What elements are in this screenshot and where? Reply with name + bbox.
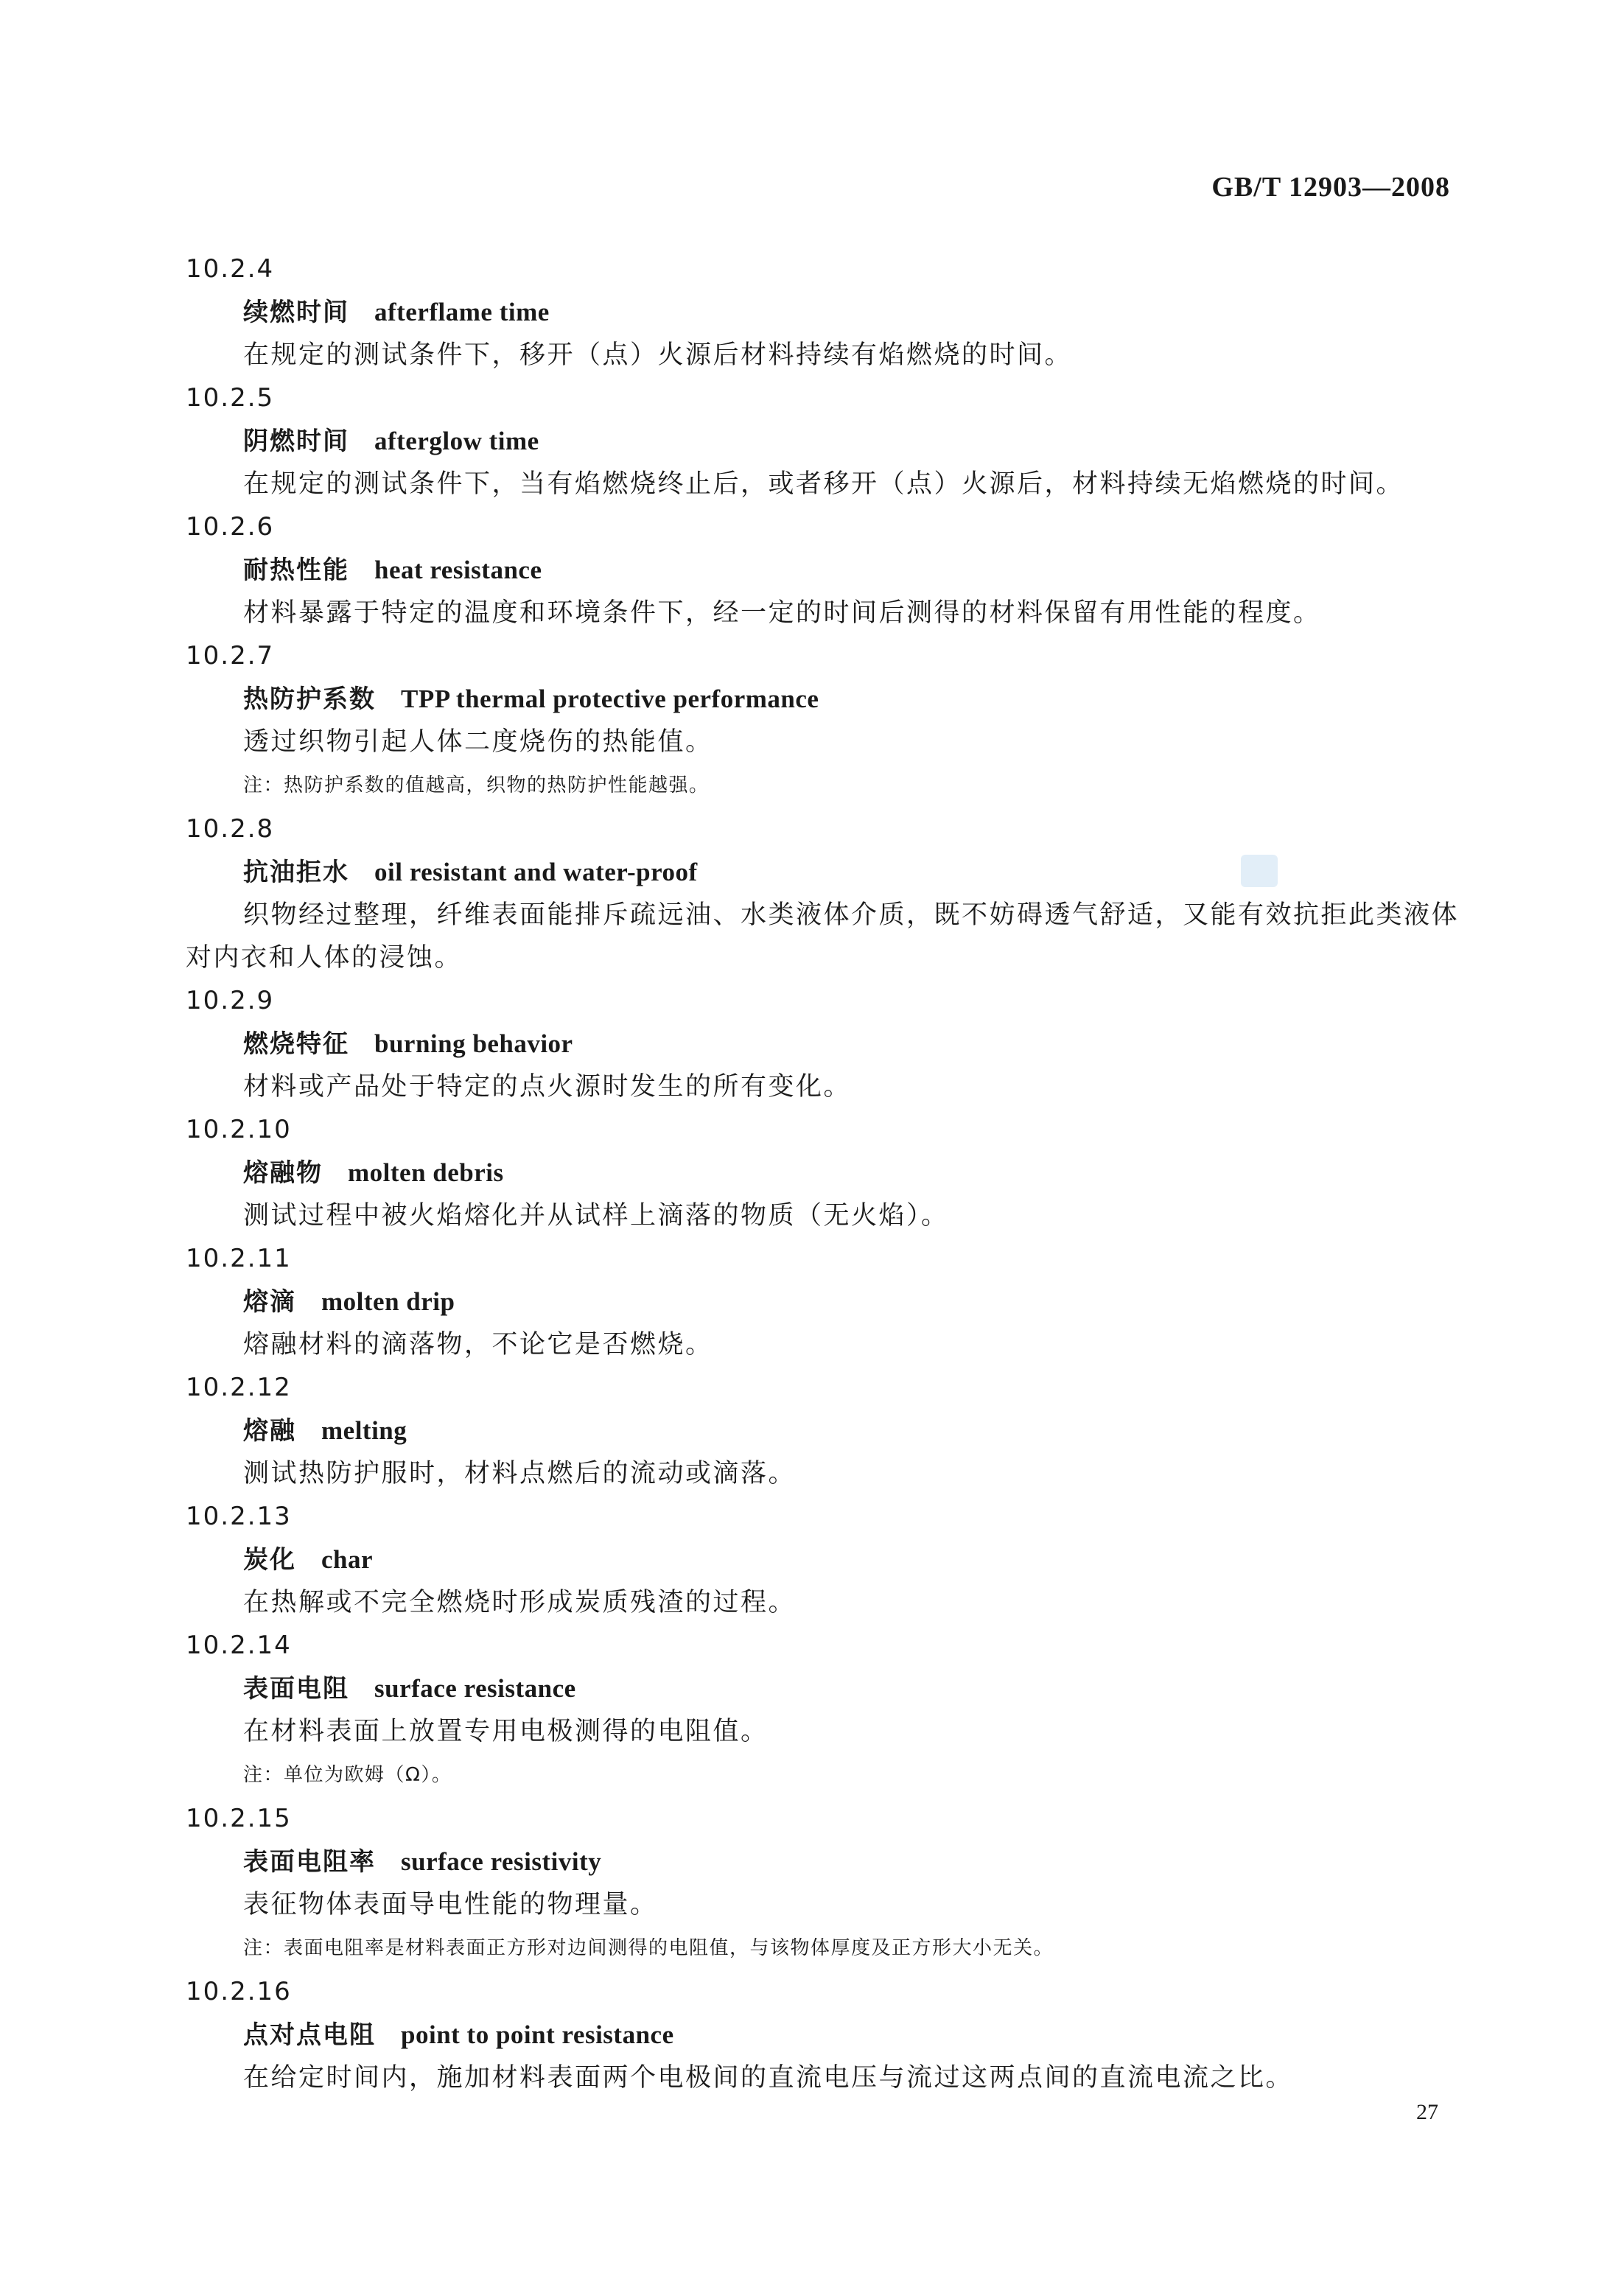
clause-number: 10.2.12 [186,1373,292,1402]
term-chinese: 熔融 [243,1416,296,1446]
term-chinese: 表面电阻 [243,1674,349,1704]
term-english: burning behavior [374,1029,573,1058]
term-definition: 在规定的测试条件下，移开（点）火源后材料持续有焰燃烧的时间。 [243,340,1073,370]
term-english: melting [321,1416,407,1445]
term-chinese: 热防护系数 [243,685,376,714]
term-definition: 织物经过整理，纤维表面能排斥疏远油、水类液体介质，既不妨碍透气舒适，又能有效抗拒此类液体对内衣和人体的浸蚀。 [186,900,1460,973]
term-heading [186,291,1460,334]
term-definition: 材料或产品处于特定的点火源时发生的所有变化。 [243,1072,852,1102]
clause-number: 10.2.14 [186,1631,292,1660]
term-heading [186,1410,1460,1452]
term-entry [186,1366,1460,1495]
clause-number: 10.2.16 [186,1977,292,2006]
term-chinese: 表面电阻率 [243,1847,376,1877]
term-heading [186,1152,1460,1194]
term-english: molten drip [321,1287,455,1316]
term-chinese: 耐热性能 [243,556,349,585]
term-heading [186,1538,1460,1581]
term-definition: 材料暴露于特定的温度和环境条件下，经一定的时间后测得的材料保留有用性能的程度。 [243,598,1321,628]
term-entry [186,1797,1460,1970]
term-entry [186,377,1460,505]
term-note: 注：表面电阻率是材料表面正方形对边间测得的电阻值，与该物体厚度及正方形大小无关。 [243,1937,1054,1959]
term-definition: 透过织物引起人体二度烧伤的热能值。 [243,727,713,757]
clause-number: 10.2.4 [186,254,275,284]
clause-number: 10.2.11 [186,1244,292,1273]
term-heading [186,1667,1460,1710]
watermark-logo [1241,855,1278,887]
term-entry [186,1970,1460,2099]
standard-header: GB/T 12903—2008 [1211,172,1450,203]
term-entry [186,248,1460,377]
term-note: 注：单位为欧姆（Ω）。 [243,1764,452,1786]
term-entry [186,1495,1460,1624]
term-heading [186,1023,1460,1065]
term-english: afterglow time [374,427,539,455]
term-heading [186,1841,1460,1883]
term-english: oil resistant and water-proof [374,858,698,886]
clause-number: 10.2.6 [186,512,275,542]
term-note: 注：热防护系数的值越高，织物的热防护性能越强。 [243,774,710,797]
terms-list [186,248,1460,2099]
term-heading [186,2014,1460,2056]
term-entry [186,1237,1460,1366]
term-chinese: 熔融物 [243,1158,323,1188]
clause-number: 10.2.9 [186,986,275,1015]
term-entry [186,1108,1460,1237]
clause-number: 10.2.13 [186,1502,292,1531]
term-chinese: 续燃时间 [243,298,349,327]
term-heading [186,420,1460,463]
term-chinese: 燃烧特征 [243,1029,349,1059]
term-entry [186,505,1460,634]
term-chinese: 熔滴 [243,1287,296,1317]
term-definition: 表征物体表面导电性能的物理量。 [243,1890,658,1919]
page-number: 27 [1416,2100,1438,2124]
term-english: point to point resistance [401,2020,674,2049]
clause-number: 10.2.8 [186,814,275,844]
term-entry [186,634,1460,808]
term-english: surface resistance [374,1674,576,1703]
term-definition: 在给定时间内，施加材料表面两个电极间的直流电压与流过这两点间的直流电流之比。 [243,2063,1294,2093]
term-english: surface resistivity [401,1847,602,1876]
term-chinese: 点对点电阻 [243,2020,376,2050]
term-chinese: 抗油拒水 [243,858,349,887]
term-heading [186,1281,1460,1323]
term-entry [186,808,1460,979]
term-heading [186,678,1460,721]
term-definition: 测试过程中被火焰熔化并从试样上滴落的物质（无火焰）。 [243,1201,949,1230]
term-definition: 在规定的测试条件下，当有焰燃烧终止后，或者移开（点）火源后，材料持续无焰燃烧的时间。 [243,469,1404,499]
term-definition: 测试热防护服时，材料点燃后的流动或滴落。 [243,1459,797,1488]
term-english: char [321,1545,374,1574]
term-entry [186,979,1460,1108]
term-english: afterflame time [374,298,550,326]
term-chinese: 阴燃时间 [243,427,349,456]
term-english: molten debris [348,1158,504,1187]
clause-number: 10.2.15 [186,1804,292,1833]
clause-number: 10.2.10 [186,1115,292,1144]
term-heading [186,549,1460,592]
term-entry [186,1624,1460,1797]
term-definition: 在热解或不完全燃烧时形成炭质残渣的过程。 [243,1588,797,1617]
term-definition: 熔融材料的滴落物，不论它是否燃烧。 [243,1330,713,1359]
term-definition: 在材料表面上放置专用电极测得的电阻值。 [243,1717,769,1746]
term-english: TPP thermal protective performance [401,685,819,713]
clause-number: 10.2.5 [186,383,275,413]
clause-number: 10.2.7 [186,641,275,671]
term-chinese: 炭化 [243,1545,296,1575]
term-english: heat resistance [374,556,542,584]
